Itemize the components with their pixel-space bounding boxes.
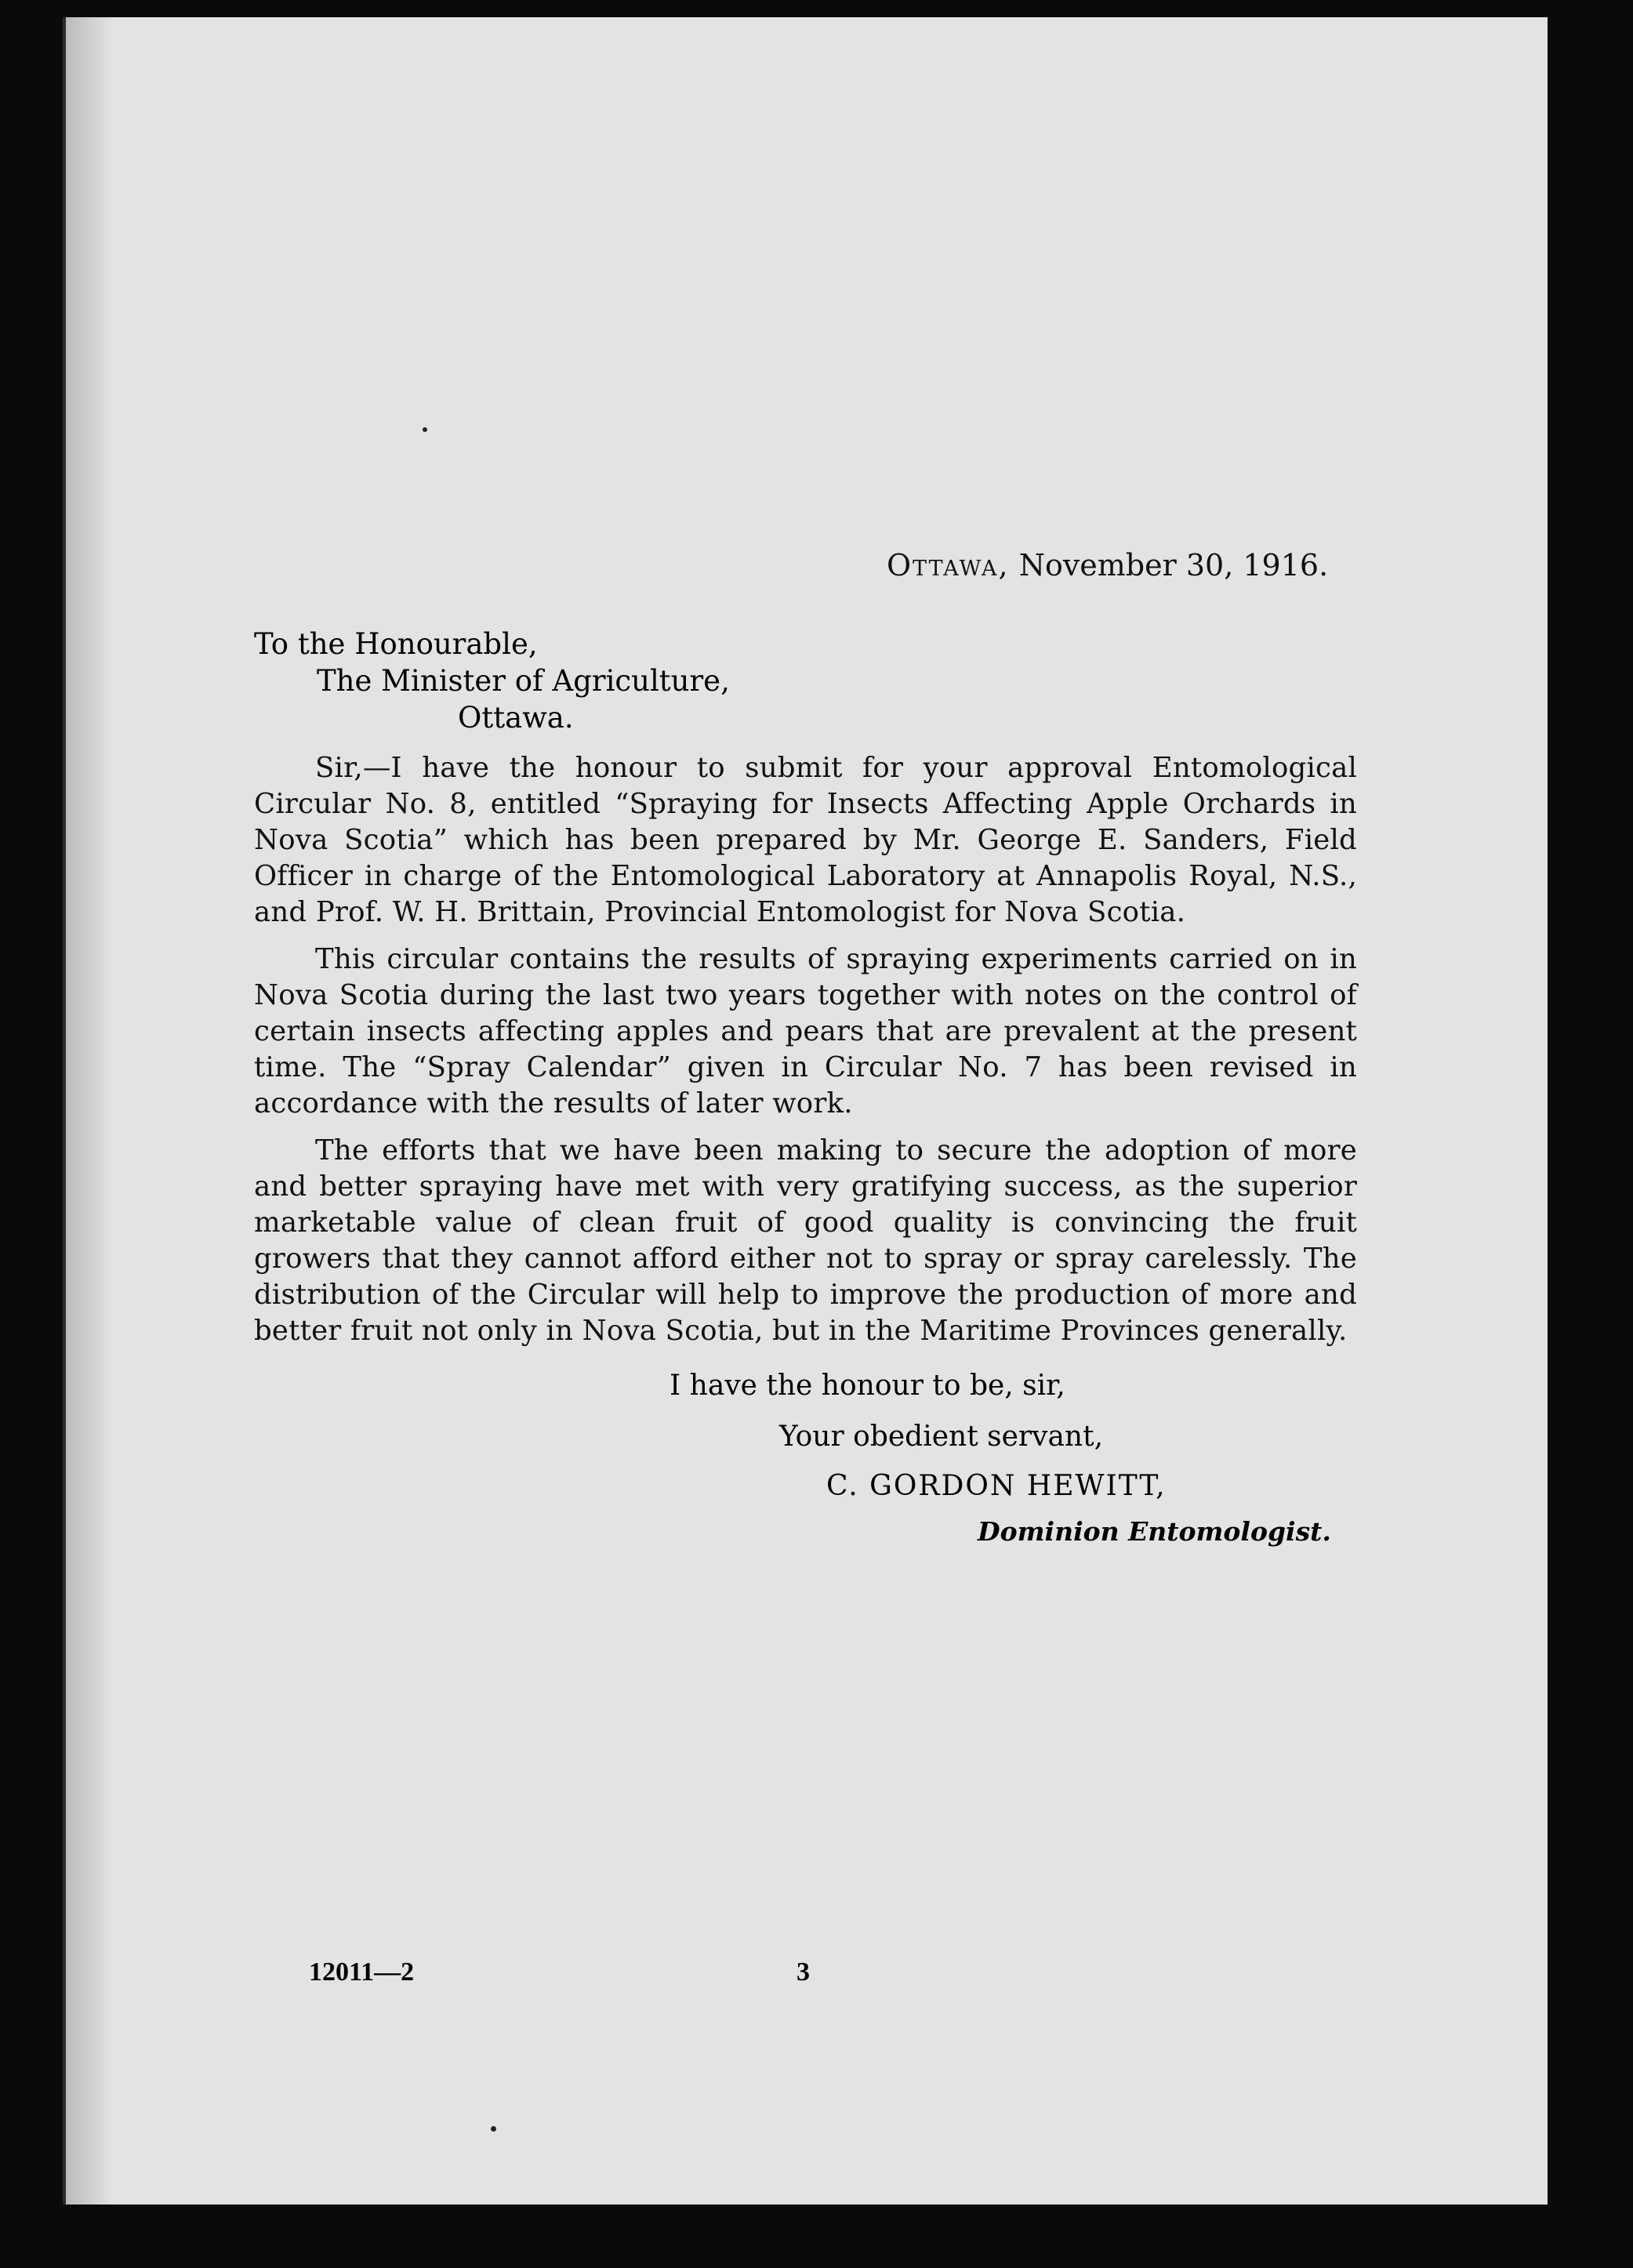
address-line-1: To the Honourable,: [254, 627, 538, 661]
closing-line-1: I have the honour to be, sir,: [670, 1370, 1065, 1402]
ink-speck: [491, 2126, 496, 2132]
dateline: [887, 548, 1328, 582]
letter-body: [254, 750, 1357, 1360]
closing-line-2: Your obedient servant,: [779, 1421, 1104, 1453]
page-number: 3: [797, 1958, 810, 1987]
paragraph-3: The efforts that we have been making to secure the adoption of more and better spraying have met with very gratifying success, as the superior marketable value of clean fruit of good quality is convincing the fruit growers that they cannot afford either not to spray or spray carelessly. The distribution of the Circular will help to improve the production of more and better fruit not only in Nova Scotia, but in the Maritime Provinces generally.: [254, 1134, 1357, 1347]
signer-title: Dominion Entomologist.: [978, 1516, 1331, 1547]
signer-name: C. GORDON HEWITT,: [826, 1470, 1167, 1502]
ink-speck: [423, 427, 427, 432]
footer-print-code: 12011—2: [309, 1958, 415, 1987]
address-line-2: The Minister of Agriculture,: [317, 664, 730, 698]
paragraph-1: Sir,—I have the honour to submit for your approval Entomological Circular No. 8, entitled “Spraying for Insects Affecting Apple Orchards in Nova Scotia” which has been prepared by Mr. George E. Sanders, Field Officer in charge of the Entomological Laboratory at Annapolis Royal, N.S., and Prof. W. H. Brittain, Provincial Entomologist for Nova Scotia.: [254, 752, 1357, 928]
dateline-date: November 30, 1916.: [1018, 548, 1329, 582]
document-page: [63, 17, 1548, 2204]
paragraph-2: This circular contains the results of spraying experiments carried on in Nova Scotia during the last two years together with notes on the control of certain insects affecting apples and pears that are prevalent at the present time. The “Spray Calendar” given in Circular No. 7 has been revised in accordance with the results of later work.: [254, 943, 1357, 1119]
page-fold-shadow: [66, 17, 113, 2204]
dateline-city: Ottawa,: [887, 548, 1010, 582]
address-line-3: Ottawa.: [458, 701, 574, 735]
